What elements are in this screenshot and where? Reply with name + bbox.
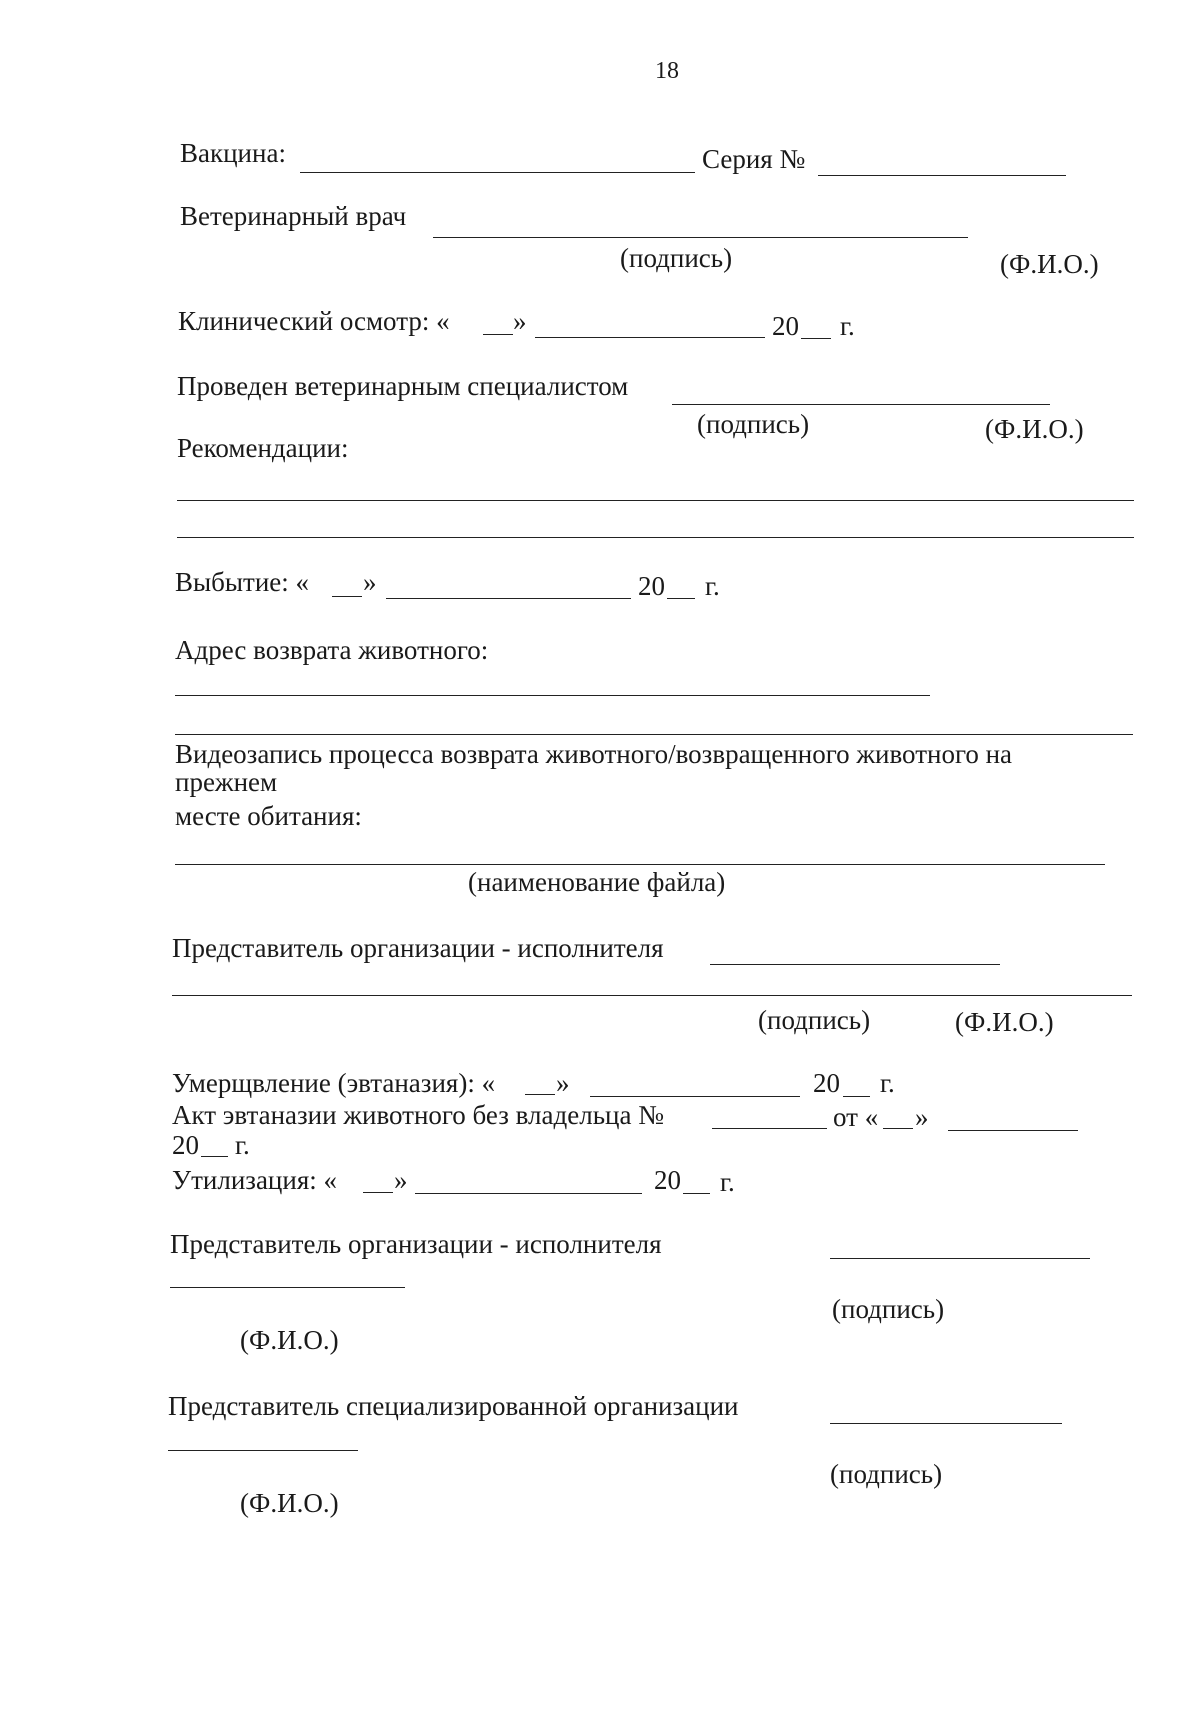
rep-specialized-signature-line [830,1423,1062,1424]
departure-quote-close: » [363,567,377,597]
vet-fio-caption: (Ф.И.О.) [1000,249,1099,279]
rep-executor-1-label: Представитель организации - исполнителя [172,933,664,963]
rep-executor-1-fio-line [172,995,1132,996]
disposal-year-line [683,1193,710,1194]
euth-act-number-line [712,1128,827,1129]
rep-executor-1-signature-caption: (подпись) [758,1005,871,1035]
euth-act-month-line [948,1130,1078,1131]
video-file-caption: (наименование файла) [468,867,726,897]
departure-year-line [667,598,695,599]
euth-act-from-label: от « [833,1102,879,1132]
disposal-year-suffix: г. [720,1167,735,1197]
clinical-label: Клинический осмотр: « [178,306,450,336]
clinical-year-line [801,338,831,339]
video-label-line-3: месте обитания: [175,801,362,831]
clinical-quote-close: » [513,306,527,336]
euthanasia-month-line [590,1096,800,1097]
vaccine-label: Вакцина: [180,138,286,168]
video-label-line-1: Видеозапись процесса возврата животного/возвращенного животного на [175,739,1013,769]
disposal-month-line [415,1193,642,1194]
departure-month-line [386,598,631,599]
euth-act-quote-close: » [915,1102,929,1132]
disposal-day-line [363,1192,393,1193]
rep-specialized-fio-caption: (Ф.И.О.) [240,1488,339,1518]
clinical-year: 20 [772,311,799,341]
series-label: Серия № [702,144,806,174]
rep-executor-1-fio-caption: (Ф.И.О.) [955,1007,1054,1037]
rep-executor-2-fio-line [170,1287,405,1288]
euthanasia-year-suffix: г. [880,1068,895,1098]
rep-executor-2-fio-caption: (Ф.И.О.) [240,1325,339,1355]
departure-year: 20 [638,571,665,601]
disposal-label: Утилизация: « [172,1165,338,1195]
series-field-line [818,175,1066,176]
clinical-year-suffix: г. [840,311,855,341]
conducted-field-line [672,404,1050,405]
video-file-line [175,864,1105,865]
euthanasia-label: Умерщвление (эвтаназия): « [172,1068,496,1098]
departure-day-line [332,596,362,597]
rep-specialized-label: Представитель специализированной организации [168,1391,739,1421]
euth-act-day-line [883,1128,913,1129]
recommendations-label: Рекомендации: [177,433,349,463]
return-address-line-1 [175,695,930,696]
departure-label: Выбытие: « [175,567,310,597]
rep-specialized-signature-caption: (подпись) [830,1459,943,1489]
page-number: 18 [655,58,679,84]
euth-act-year-line [201,1156,228,1157]
rep-executor-2-signature-line [830,1258,1090,1259]
departure-year-suffix: г. [705,571,720,601]
euth-act-year: 20 [172,1130,199,1160]
rep-executor-2-signature-caption: (подпись) [832,1294,945,1324]
conducted-fio-caption: (Ф.И.О.) [985,414,1084,444]
conducted-signature-caption: (подпись) [697,409,810,439]
vet-signature-caption: (подпись) [620,243,733,273]
rep-executor-1-signature-line [710,964,1000,965]
clinical-day-line [483,334,513,335]
disposal-quote-close: » [394,1165,408,1195]
euth-act-label: Акт эвтаназии животного без владельца № [172,1100,664,1130]
recommendations-line-2 [177,537,1134,538]
euthanasia-quote-close: » [556,1068,570,1098]
conducted-label: Проведен ветеринарным специалистом [177,371,629,401]
return-address-line-2 [175,734,1133,735]
vet-field-line [433,237,968,238]
euthanasia-year: 20 [813,1068,840,1098]
vaccine-field-line [300,172,695,173]
euthanasia-year-line [843,1096,870,1097]
rep-specialized-fio-line [168,1450,358,1451]
return-address-label: Адрес возврата животного: [175,635,489,665]
clinical-month-line [535,337,765,338]
disposal-year: 20 [654,1165,681,1195]
vet-label: Ветеринарный врач [180,201,407,231]
rep-executor-2-label: Представитель организации - исполнителя [170,1229,662,1259]
recommendations-line-1 [177,500,1134,501]
video-label-line-2: прежнем [175,767,278,797]
euth-act-year-suffix: г. [235,1130,250,1160]
euthanasia-day-line [525,1094,555,1095]
